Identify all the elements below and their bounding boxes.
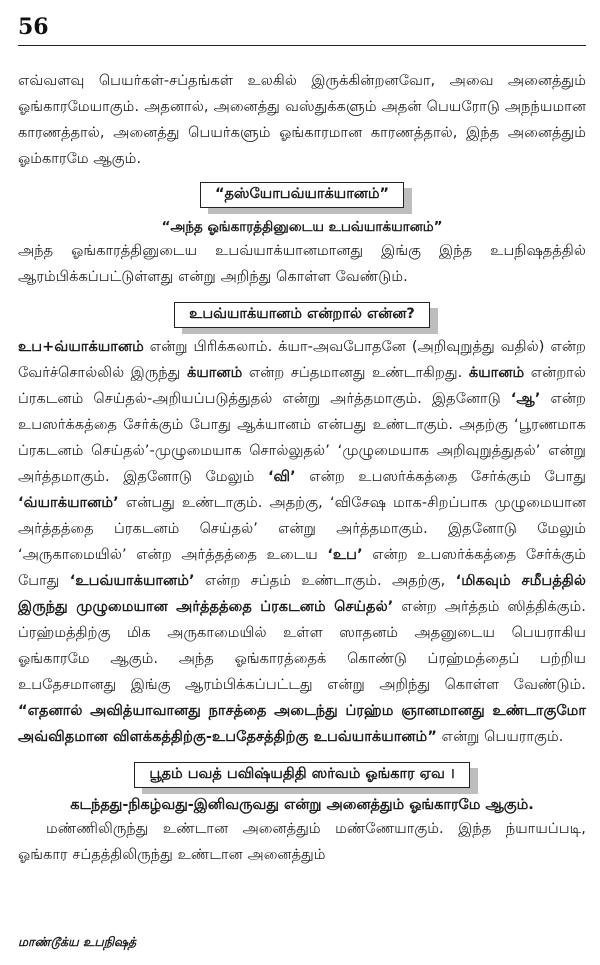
- paragraph-text-segment: என்பது உண்டாகும். அதற்கு, ‘விசேஷ மாக-சிறப்பாக முழுமையான அர்த்தத்தை ப்ரகடனம் செய்தல்’ என்று அர்த்தமாகும். இதனோடு மேலும் ‘அருகாமையில்’ என்ற அர்த்தத்தை உடைய: [18, 495, 586, 563]
- paragraph-text-segment: என்று பிரிக்கலாம். க்யா-அவபோதனே (அறிவுறுத்து வதில்) என்ற வேர்ச்சொல்லில் இருந்து: [18, 339, 586, 381]
- section-subtitle-meaning: “அந்த ஓங்காரத்தினுடைய உபவ்யாக்யானம்”: [161, 219, 443, 235]
- emphasized-term: ‘ஆ’: [510, 391, 541, 407]
- emphasized-term: ‘வ்யாக்யானம்’: [18, 495, 119, 511]
- emphasized-term: “எதனால் அவித்யாவானது நாசத்தை அடைந்து ப்ரஹ்ம ஞானமானது உண்டாகுமோ அவ்விதமான விளக்கத்திற்கு-உபதேசத்திற்கு உபவ்யாக்யானம்”: [18, 703, 586, 745]
- emphasized-term: உப+வ்யாக்யானம்: [18, 339, 144, 355]
- section-heading-what-is-upavyakyanam: உபவ்யாக்யானம் என்றால் என்ன?: [174, 302, 430, 328]
- paragraph-intro: எவ்வளவு பெயர்கள்-சப்தங்கள் உலகில் இருக்கின்றனவோ, அவை அனைத்தும் ஓங்காரமேயாகும். அதனால், அனைத்து வஸ்துக்களும் அதன் பெயரோடு அநந்யமான காரணத்தால், அனைத்து பெயர்களும் ஓங்காரமான காரணத்தால், இந்த அனைத்தும் ஓம்காரமே ஆகும்.: [18, 73, 586, 167]
- mantra-translation: கடந்தது-நிகழ்வது-இனிவருவது என்று அனைத்தும் ஓங்காரமே ஆகும்.: [70, 797, 534, 813]
- paragraph-text-segment: என்ற உபஸர்க்கத்தை சேர்க்கும் போது: [295, 469, 586, 485]
- paragraph-text-segment: என்றால் ப்ரகடனம் செய்தல்-அறியப்படுத்துதல் என்று அர்த்தமாகும். இதனோடு: [18, 365, 586, 407]
- page-content: [18, 68, 586, 868]
- emphasized-term: க்யானம்: [468, 365, 525, 381]
- paragraph-text-segment: என்ற சப்தமானது உண்டாகிறது.: [242, 365, 469, 381]
- paragraph-text-segment: என்ற உபஸர்க்கத்தை சேர்க்கும் போது: [18, 547, 586, 589]
- section-heading-thasyopavyakyanam: “தஸ்யோபவ்யாக்யானம்”: [200, 182, 404, 208]
- paragraph-upavyakyanam-intro: அந்த ஓங்காரத்தினுடைய உபவ்யாக்யானமானது இங்கு இந்த உபநிஷதத்தில் ஆரம்பிக்கப்பட்டுள்ளது என்று அறிந்து கொள்ள வேண்டும்.: [18, 243, 586, 285]
- footer-book-title: மாண்டூக்ய உபநிஷத்: [18, 934, 137, 949]
- paragraph-text-segment: என்ற அர்த்தம் ஸித்திக்கும். ப்ரஹ்மத்திற்கு மிக அருகாமையில் உள்ள ஸாதனம் அதனுடைய பெயராகிய ஓங்காரமே ஆகும். அந்த ஓங்காரத்தைக் கொண்டு ப்ரஹ்மத்தைப் பற்றிய உபதேசமானது இங்கு ஆரம்பிக்கப்பட்டது என்று அறிந்து கொள்ள வேண்டும்.: [18, 599, 586, 693]
- emphasized-term: ‘மிகவும் சமீபத்தில் இருந்து முழுமையான அர்த்தத்தை ப்ரகடனம் செய்தல்’: [18, 573, 586, 615]
- header-rule: [18, 45, 586, 46]
- paragraph-mantra-explanation: மண்ணிலிருந்து உண்டான அனைத்தும் மண்ணேயாகும். இந்த ந்யாயப்படி, ஓங்கார சப்தத்திலிருந்து உண்டான அனைத்தும்: [18, 821, 586, 863]
- emphasized-term: ‘உபவ்யாக்யானம்’: [69, 573, 195, 589]
- page-number: 56: [18, 14, 49, 40]
- section-heading-mantra: பூதம் பவத் பவிஷ்யதிதி ஸர்வம் ஓங்கார ஏவ ।: [134, 762, 469, 788]
- paragraph-text-segment: என்ற உபஸர்க்கத்தை சேர்க்கும் போது ஆக்யானம் என்பது உண்டாகும். அதற்கு ‘பூரணமாக ப்ரகடனம் செய்தல்’-முழுமையாக சொல்லுதல்’ ‘முழுமையாக அறிவுறுத்துதல்’ என்று அர்த்தமாகும். இதனோடு மேலும்: [18, 391, 586, 485]
- paragraph-upavyakyanam-explanation: [18, 334, 586, 750]
- paragraph-text-segment: என்ற சப்தம் உண்டாகும். அதற்கு,: [194, 573, 456, 589]
- emphasized-term: க்யானம்: [186, 365, 243, 381]
- emphasized-term: ‘உப’: [327, 547, 363, 563]
- paragraph-text-segment: என்று பெயராகும்.: [436, 729, 564, 745]
- emphasized-term: ‘வி’: [267, 469, 296, 485]
